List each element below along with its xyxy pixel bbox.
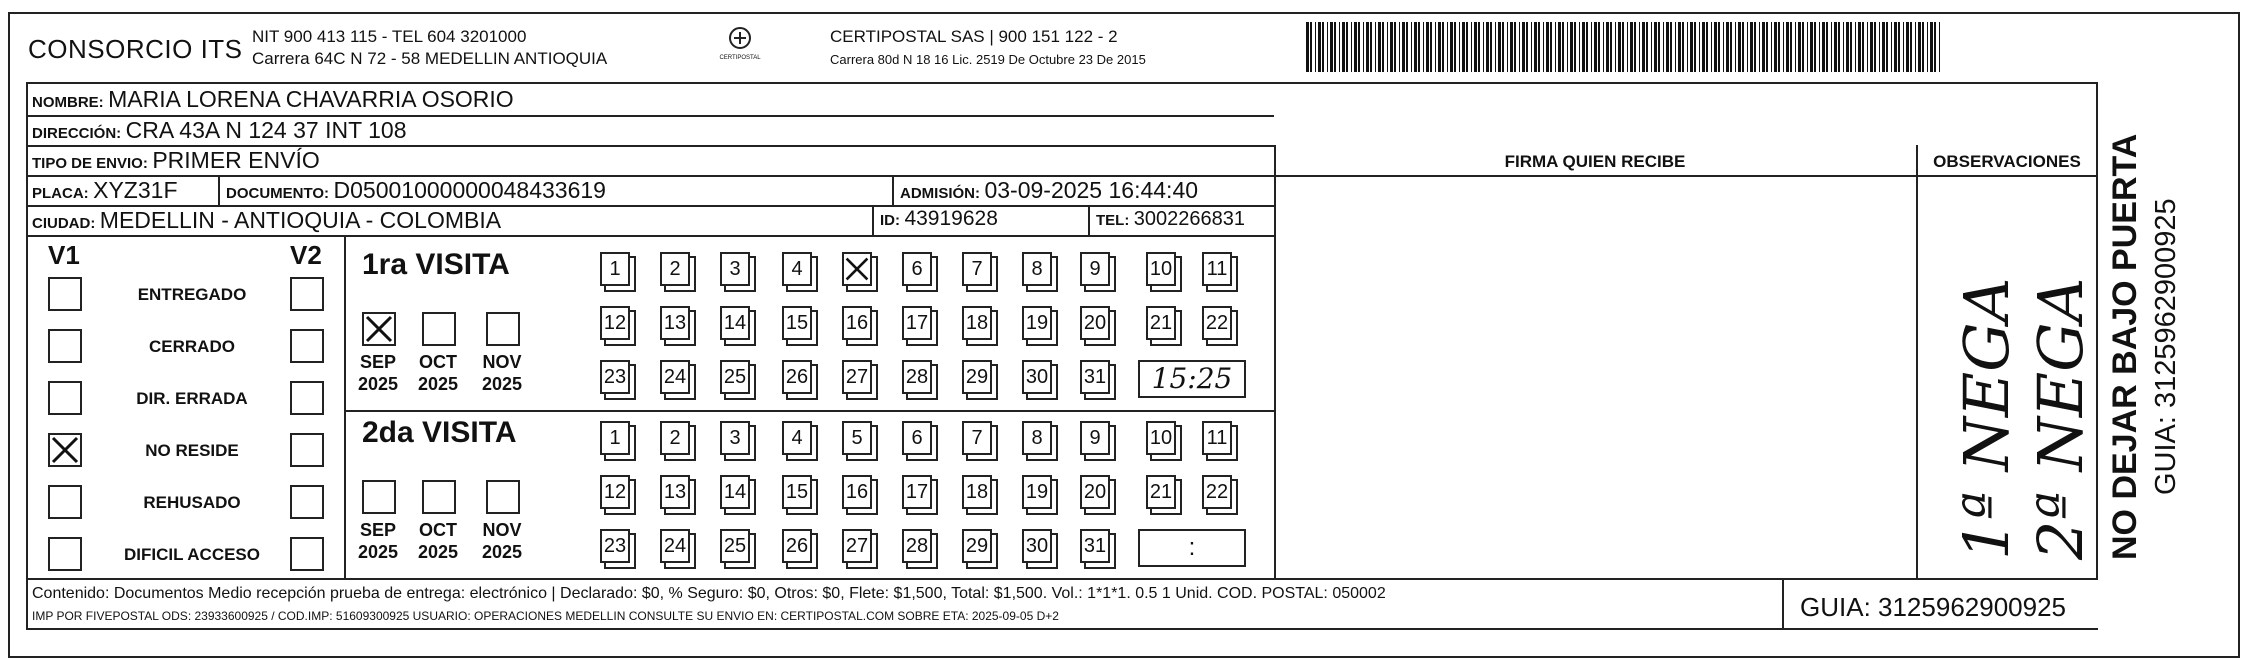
v1-checkbox[interactable] (48, 277, 82, 311)
company-nit: NIT 900 413 115 - TEL 604 3201000 (252, 27, 527, 46)
day-cell[interactable]: 24 (660, 360, 690, 394)
v2-checkbox[interactable] (290, 433, 324, 467)
v2-checkbox[interactable] (290, 277, 324, 311)
month-year: 2025 (481, 542, 523, 562)
month-year: 2025 (357, 542, 399, 562)
placa-row (32, 177, 178, 204)
month-label: OCT (419, 520, 457, 540)
v1-checkbox[interactable] (48, 485, 82, 519)
grid-line (26, 82, 2098, 84)
v2-checkbox[interactable] (290, 537, 324, 571)
status-option-label: ENTREGADO (137, 285, 247, 304)
grid-line (26, 578, 28, 630)
day-cell[interactable]: 28 (902, 360, 932, 394)
id-label: ID: (880, 212, 900, 229)
month-label: NOV (482, 352, 522, 372)
day-cell[interactable]: 9 (1080, 421, 1110, 455)
day-cell[interactable]: 31 (1080, 360, 1110, 394)
day-cell[interactable]: 30 (1022, 529, 1052, 563)
day-cell[interactable]: 3 (720, 252, 750, 286)
day-cell[interactable]: 16 (842, 475, 872, 509)
side-guia: GUIA: 3125962900925 (2150, 198, 2182, 495)
first-visit-title: 1ra VISITA (362, 248, 510, 281)
day-cell[interactable]: 12 (600, 475, 630, 509)
day-cell[interactable]: 15 (782, 475, 812, 509)
second-visit-hour: : (1188, 534, 1196, 561)
side-warning: NO DEJAR BAJO PUERTA (2106, 133, 2144, 560)
day-cell[interactable]: 29 (962, 360, 992, 394)
grid-line (26, 82, 28, 580)
day-cell[interactable]: 22 (1202, 475, 1232, 509)
x-mark-icon (50, 435, 80, 465)
day-cell[interactable]: 7 (962, 252, 992, 286)
certipostal-logo-icon (725, 26, 755, 52)
status-option-label: NO RESIDE (145, 441, 239, 460)
day-cell[interactable]: 23 (600, 529, 630, 563)
logo-text: CERTIPOSTAL (719, 55, 761, 61)
day-cell[interactable]: 25 (720, 360, 750, 394)
month-label: SEP (359, 520, 397, 540)
x-mark-icon (364, 314, 394, 344)
documento-row (226, 177, 606, 204)
tipo-envio-value: PRIMER ENVÍO (152, 147, 320, 173)
v1-checkbox[interactable] (48, 329, 82, 363)
day-cell[interactable]: 16 (842, 306, 872, 340)
day-cell[interactable]: 8 (1022, 421, 1052, 455)
day-cell[interactable]: 19 (1022, 475, 1052, 509)
barcode-bars (1306, 22, 1946, 72)
day-cell[interactable]: 18 (962, 306, 992, 340)
day-cell[interactable]: 18 (962, 475, 992, 509)
v2-header: V2 (290, 240, 322, 270)
day-cell[interactable]: 26 (782, 529, 812, 563)
admision-row (900, 177, 1198, 204)
day-cell[interactable]: 31 (1080, 529, 1110, 563)
signature-area[interactable] (1276, 178, 1914, 576)
grid-line (872, 205, 874, 237)
first-visit-hour-box[interactable] (1138, 360, 1246, 398)
day-cell[interactable]: 27 (842, 360, 872, 394)
direccion-row (32, 117, 407, 144)
ciudad-value: MEDELLIN - ANTIOQUIA - COLOMBIA (99, 207, 502, 233)
v1-checkbox[interactable] (48, 433, 82, 467)
ciudad-row (32, 207, 501, 234)
day-cell[interactable]: 30 (1022, 360, 1052, 394)
day-cell[interactable]: 29 (962, 529, 992, 563)
day-cell[interactable]: 19 (1022, 306, 1052, 340)
day-cell[interactable]: 12 (600, 306, 630, 340)
day-cell[interactable]: 5 (842, 421, 872, 455)
month-year: 2025 (417, 542, 459, 562)
firma-header: FIRMA QUIEN RECIBE (1504, 152, 1686, 171)
documento-label: DOCUMENTO: (226, 185, 330, 202)
month-label: NOV (482, 520, 522, 540)
month-checkbox[interactable] (422, 312, 456, 346)
day-cell[interactable]: 20 (1080, 306, 1110, 340)
month-year: 2025 (417, 374, 459, 394)
grid-line (1782, 578, 1784, 630)
day-cell[interactable]: 2 (660, 421, 690, 455)
day-cell[interactable]: 4 (782, 421, 812, 455)
tel-label: TEL: (1096, 212, 1130, 229)
day-cell[interactable]: 9 (1080, 252, 1110, 286)
day-cell[interactable]: 1 (600, 421, 630, 455)
day-cell[interactable]: 10 (1146, 421, 1176, 455)
day-cell[interactable]: 28 (902, 529, 932, 563)
month-label: OCT (419, 352, 457, 372)
status-option-label: DIR. ERRADA (136, 389, 248, 408)
footer-imp: IMP POR FIVEPOSTAL ODS: 23933600925 / COD.IMP: 51609300925 USUARIO: OPERACIONES MEDELLIN CONSULTE SU ENVIO EN: CERTIPOSTAL.COM SOBRE ETA: 2025-09-05 D+2 (32, 609, 1059, 623)
company-address: Carrera 64C N 72 - 58 MEDELLIN ANTIOQUIA (252, 49, 608, 68)
month-label: SEP (359, 352, 397, 372)
nombre-label: NOMBRE: (32, 94, 104, 111)
grid-line (344, 410, 1274, 412)
nombre-value: MARIA LORENA CHAVARRIA OSORIO (108, 86, 514, 112)
v1-checkbox[interactable] (48, 537, 82, 571)
status-option-label: CERRADO (149, 337, 235, 356)
footer-contenido: Contenido: Documentos Medio recepción prueba de entrega: electrónico | Declarado: $0, % Seguro: $0, Otros: $0, Flete: $1,500, Total: $1,500. Vol.: 1*1*1. 0.5 1 Unid. COD. POSTAL: 050002 (32, 585, 1386, 602)
day-cell[interactable]: 17 (902, 306, 932, 340)
direccion-value: CRA 43A N 124 37 INT 108 (125, 117, 407, 143)
x-mark-icon (844, 254, 870, 284)
day-cell[interactable]: 1 (600, 252, 630, 286)
status-option-label: DIFICIL ACCESO (123, 545, 260, 564)
placa-value: XYZ31F (93, 177, 178, 203)
observation-note-1: 1ª NEGA (1950, 277, 2023, 560)
v1-header: V1 (48, 240, 80, 270)
id-row (880, 207, 998, 231)
day-cell[interactable]: 27 (842, 529, 872, 563)
company-name: CONSORCIO ITS (28, 34, 243, 64)
v1-checkbox[interactable] (48, 381, 82, 415)
month-checkbox[interactable] (362, 480, 396, 514)
observation-note-2: 2ª NEGA (2024, 277, 2097, 560)
v2-checkbox[interactable] (290, 329, 324, 363)
day-cell[interactable]: 11 (1202, 421, 1232, 455)
day-cell[interactable]: 10 (1146, 252, 1176, 286)
grid-line (1916, 145, 1918, 580)
day-cell[interactable]: 14 (720, 475, 750, 509)
day-cell[interactable]: 8 (1022, 252, 1052, 286)
day-cell[interactable]: 6 (902, 421, 932, 455)
observaciones-header: OBSERVACIONES (1933, 152, 2081, 171)
day-cell[interactable]: 11 (1202, 252, 1232, 286)
second-visit-hour-box[interactable] (1138, 529, 1246, 567)
documento-value: D05001000000048433619 (333, 177, 606, 203)
day-cell[interactable]: 21 (1146, 306, 1176, 340)
grid-line (26, 628, 2098, 630)
month-year: 2025 (357, 374, 399, 394)
day-cell[interactable]: 24 (660, 529, 690, 563)
tel-row (1096, 208, 1245, 231)
day-cell[interactable]: 2 (660, 252, 690, 286)
day-cell[interactable]: 15 (782, 306, 812, 340)
day-cell[interactable]: 23 (600, 360, 630, 394)
month-checkbox[interactable] (362, 312, 396, 346)
first-visit-hour: 15:25 (1151, 362, 1233, 395)
day-cell[interactable]: 13 (660, 475, 690, 509)
day-cell[interactable]: 26 (782, 360, 812, 394)
day-cell[interactable]: 21 (1146, 475, 1176, 509)
grid-line (1088, 205, 1090, 237)
barcode (1306, 22, 1946, 72)
tipo-envio-label: TIPO DE ENVIO: (32, 155, 148, 172)
grid-line (218, 175, 220, 207)
certipostal-line2: Carrera 80d N 18 16 Lic. 2519 De Octubre 23 De 2015 (830, 52, 1146, 67)
admision-label: ADMISIÓN: (900, 185, 980, 202)
footer-guia: GUIA: 3125962900925 (1800, 592, 2066, 622)
grid-line (892, 175, 894, 207)
id-value: 43919628 (904, 207, 998, 230)
certipostal-line1: CERTIPOSTAL SAS | 900 151 122 - 2 (830, 27, 1118, 46)
tel-value: 3002266831 (1133, 208, 1246, 230)
month-checkbox[interactable] (422, 480, 456, 514)
status-option-label: REHUSADO (143, 493, 241, 512)
grid-line (344, 235, 346, 580)
day-cell[interactable]: 22 (1202, 306, 1232, 340)
tipo-envio-row (32, 147, 320, 174)
admision-value: 03-09-2025 16:44:40 (984, 177, 1199, 203)
grid-line (26, 235, 1274, 237)
ciudad-label: CIUDAD: (32, 215, 96, 232)
direccion-label: DIRECCIÓN: (32, 125, 122, 142)
day-cell[interactable]: 4 (782, 252, 812, 286)
grid-line (26, 578, 2098, 580)
day-cell[interactable]: 14 (720, 306, 750, 340)
day-cell[interactable]: 20 (1080, 475, 1110, 509)
month-checkbox[interactable] (486, 480, 520, 514)
v2-checkbox[interactable] (290, 381, 324, 415)
day-cell[interactable]: 6 (902, 252, 932, 286)
day-cell[interactable]: 13 (660, 306, 690, 340)
day-cell[interactable]: 17 (902, 475, 932, 509)
nombre-row (32, 86, 514, 113)
day-cell[interactable]: 7 (962, 421, 992, 455)
day-cell[interactable] (842, 252, 872, 286)
certipostal-logo (710, 26, 770, 68)
second-visit-title: 2da VISITA (362, 416, 517, 449)
placa-label: PLACA: (32, 185, 89, 202)
month-checkbox[interactable] (486, 312, 520, 346)
day-cell[interactable]: 25 (720, 529, 750, 563)
v2-checkbox[interactable] (290, 485, 324, 519)
month-year: 2025 (481, 374, 523, 394)
day-cell[interactable]: 3 (720, 421, 750, 455)
